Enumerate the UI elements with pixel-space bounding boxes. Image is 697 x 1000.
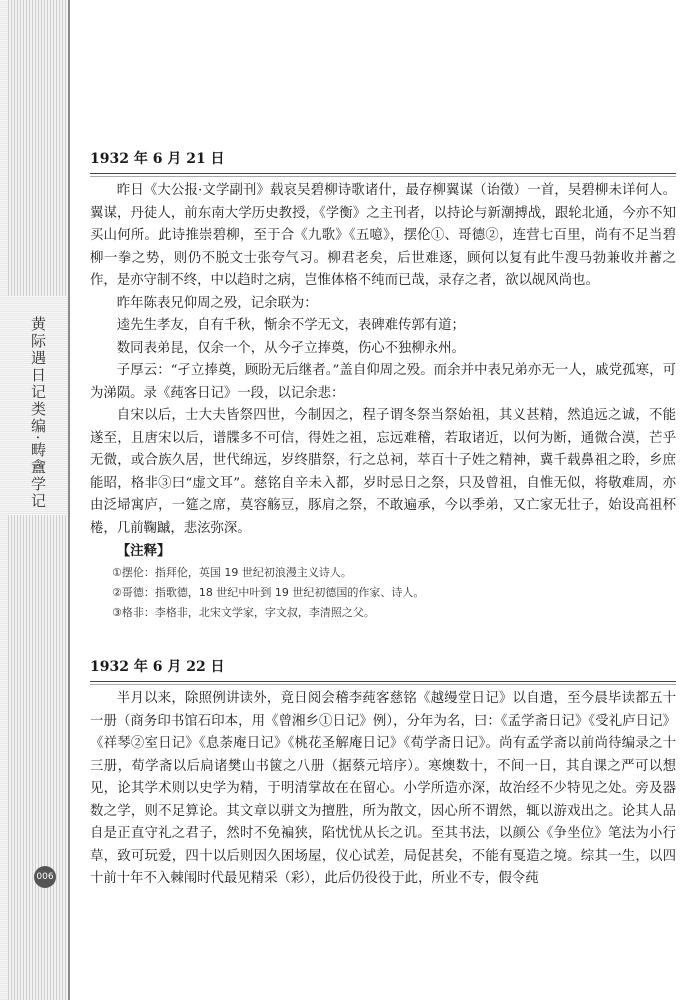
paragraph: 数同表弟昆，仅余一个，从今孑立捧奠，伤心不独柳永州。: [116, 340, 465, 356]
notes-label: 【注释】: [116, 543, 171, 559]
note-item: ②哥德：指歌德，18 世纪中叶到 19 世纪初德国的作家、诗人。: [112, 585, 425, 599]
paragraph: 逵先生孝友，自有千秋，惭余不学无文，表碑难传郭有道；: [116, 318, 465, 333]
entry-date-heading: 1932 年 6 月 22 日: [90, 658, 676, 682]
entry-date-heading: 1932 年 6 月 21 日: [90, 150, 676, 174]
note-item: ①摆伦：指拜伦，英国 19 世纪初浪漫主义诗人。: [112, 565, 352, 579]
note-item: ③格非：李格非，北宋文学家，字文叔，李清照之父。: [112, 605, 375, 619]
paragraph: 子厚云：“孑立捧奠，顾盼无后继者。”盖自仰周之殁。而余并中表兄弟亦无一人，戚党孤寒，可为涕陨。录《莼客日记》一段，以记余悲：: [90, 363, 676, 401]
paragraph: 昨年陈表兄仰周之殁，记余联为：: [116, 295, 318, 311]
paragraph: 半月以来，除照例讲读外，竟日阅会稽李莼客慈铭《越缦堂日记》以自遣，至今晨毕读都五十一册（商务印书馆石印本，用《曾湘乡①日记》例），分年为名，曰：《孟学斋日记》《受礼庐日记》《祥琴②室日记》《息荼庵日记》《桃花圣解庵日记》《荀学斋日记》。尚有孟学斋以前尚待编录之十三册，荀学斋以后扃诸樊山书篋之八册（据蔡元培序）。寒燠数十，不间一日，其自课之严可以想见，论其学术则以史学为精，于明清掌故在在留心。小学所造亦深，故治经不少特见之处。旁及器数之学，则不足算论。其文章以骈文为擅胜，所为散文，因心所不谓然，辄以游戏出之。论其人品自是正直守礼之君子，然时不免褊狭，陷忧忧从长之讥。至其书法，以颜公《争坐位》笔法为小行草，致可玩爱，四十以后则因久困场屋，仪心试差，局促甚矣，不能有戛造之境。综其一生，以四十前十年不入棘闱时代最见精采（彩），此后仍役役于此，所业不专，假令莼: [90, 691, 676, 886]
entry-body: [90, 180, 676, 623]
side-rule: [68, 0, 70, 1000]
side-decoration-lower: [8, 515, 70, 1000]
entry-body: [90, 688, 676, 891]
book-title: 黄际遇日记类编·畴盦学记: [29, 316, 47, 510]
paragraph: 昨日《大公报·文学副刊》载哀吴碧柳诗歌诸什，最存柳翼谋（诒徵）一首，吴碧柳未详何人。翼谋，丹徒人，前东南大学历史教授，《学衡》之主刊者，以持论与新潮搏战，跟轮北通，今亦不知买山何所。此诗推崇碧柳，至于合《九歌》《五噫》，摆伦①、哥德②，连营七百里，尚有不足当碧柳一拳之势，则仍不脱文士张夸气习。柳君老矣，后世难逐，顾何以复有此牛溲马勃兼收并蓄之作，是亦守制不终，中以趋时之病，岂惟体格不纯而已哉，录存之者，欲以觇风尚也。: [90, 183, 676, 288]
paragraph: 自宋以后，士大夫皆祭四世，今制因之，程子谓冬祭当祭始祖，其义甚精，然追远之诚，不能遂至，且唐宋以后，谱牒多不可信，得姓之祖，忘远难稽，若取诸近，以何为断，通微合漠，芒乎无微，或合族久居，世代绵远，岁终腊祭，行之总祠，萃百十子姓之精神，冀千载鼻祖之聆，乡庶能昭，格非③曰“虚文耳”。慈铭自辛未入都，岁时忌日之祭，只及曾祖，自惟无似，将敬难周，亦由泛埽寓庐，一筵之席，莫容觞豆，豚肩之祭，不敢遍承，今以季弟，又亡家无壮子，始设高祖杯棬，几前鞠䠞，悲泫弥深。: [90, 408, 676, 536]
page-number: 006: [34, 866, 56, 888]
side-decoration-upper: [8, 0, 70, 296]
